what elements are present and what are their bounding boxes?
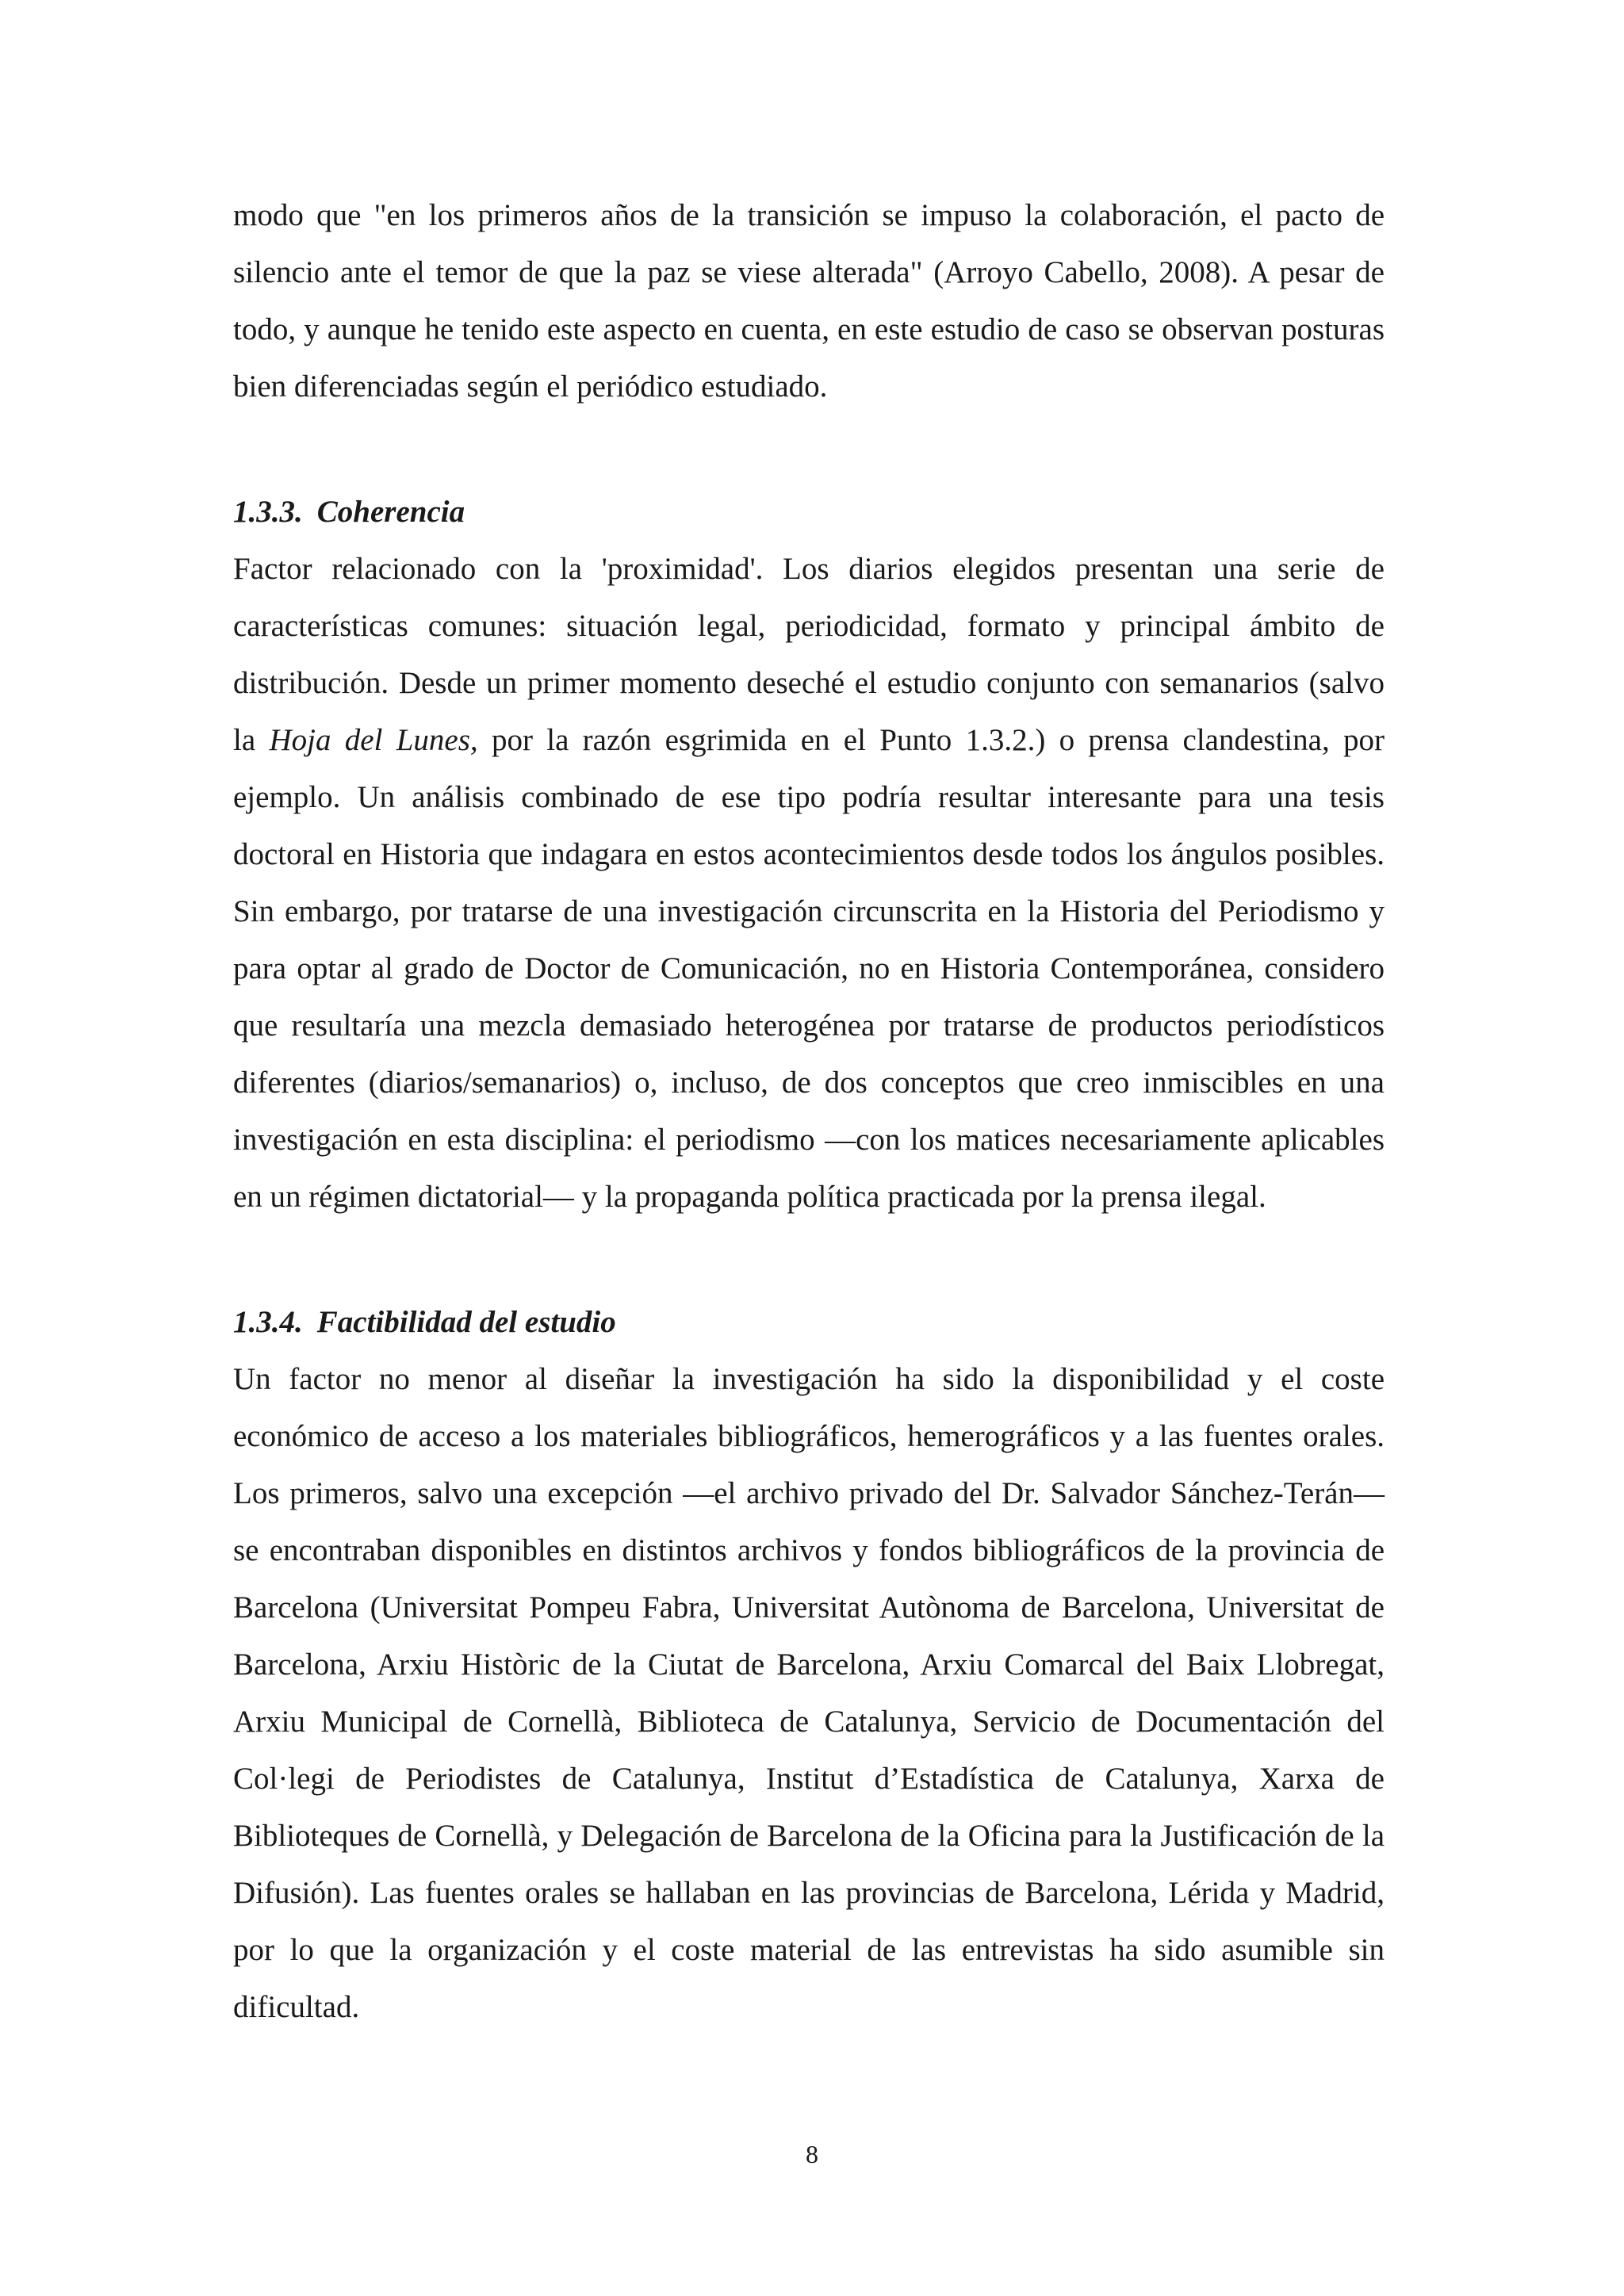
section-title: Coherencia xyxy=(316,495,465,529)
page-content xyxy=(233,187,1385,2036)
section-heading-coherencia xyxy=(233,484,1385,541)
intro-paragraph: modo que "en los primeros años de la transición se impuso la colaboración, el pacto de silencio ante el temor de que la paz se viese alterada" (Arroyo Cabello, 2008). A pesar de todo, y aunque he tenido este aspecto en cuenta, en este estudio de caso se observan posturas bien diferenciadas según el periódico estudiado. xyxy=(233,198,1385,404)
text-run: por la razón esgrimida en el Punto 1.3.2.) o prensa clandestina, por ejemplo. Un análisis combinado de ese tipo podría resultar interesante para una tesis doctoral en Historia que indagara en estos acontecimientos desde todos los ángulos posibles. Sin embargo, por tratarse de una investigación circunscrita en la Historia del Periodismo y para optar al grado de Doctor de Comunicación, no en Historia Contemporánea, considero que resultaría una mezcla demasiado heterogénea por tratarse de productos periodísticos diferentes (diarios/semanarios) o, incluso, de dos conceptos que creo inmiscibles en una investigación en esta disciplina: el periodismo —con los matices necesariamente aplicables en un régimen dictatorial— y la propaganda política practicada por la prensa ilegal. xyxy=(233,723,1385,1214)
text-run: Factor relacionado con la 'proximidad'. Los diarios elegidos presentan una serie de características comunes: situación legal, periodicidad, formato y principal ámbito de distribución. Desde un primer momento deseché el estudio conjunto con semanarios (salvo la xyxy=(233,552,1385,757)
section-number: 1.3.3. xyxy=(233,495,303,529)
page-number: 8 xyxy=(806,2140,818,2168)
section-heading-factibilidad xyxy=(233,1294,1385,1351)
coherencia-paragraph xyxy=(233,541,1385,1226)
publication-title: Hoja del Lunes, xyxy=(269,723,478,757)
section-title: Factibilidad del estudio xyxy=(316,1305,616,1339)
section-number: 1.3.4. xyxy=(233,1305,303,1339)
factibilidad-paragraph: Un factor no menor al diseñar la investigación ha sido la disponibilidad y el coste económico de acceso a los materiales bibliográficos, hemerográficos y a las fuentes orales. Los primeros, salvo una excepción —el archivo privado del Dr. Salvador Sánchez-Terán— se encontraban disponibles en distintos archivos y fondos bibliográficos de la provincia de Barcelona (Universitat Pompeu Fabra, Universitat Autònoma de Barcelona, Universitat de Barcelona, Arxiu Històric de la Ciutat de Barcelona, Arxiu Comarcal del Baix Llobregat, Arxiu Municipal de Cornellà, Biblioteca de Catalunya, Servicio de Documentación del Col·legi de Periodistes de Catalunya, Institut d’Estadística de Catalunya, Xarxa de Biblioteques de Cornellà, y Delegación de Barcelona de la Oficina para la Justificación de la Difusión). Las fuentes orales se hallaban en las provincias de Barcelona, Lérida y Madrid, por lo que la organización y el coste material de las entrevistas ha sido asumible sin dificultad. xyxy=(233,1362,1385,2024)
